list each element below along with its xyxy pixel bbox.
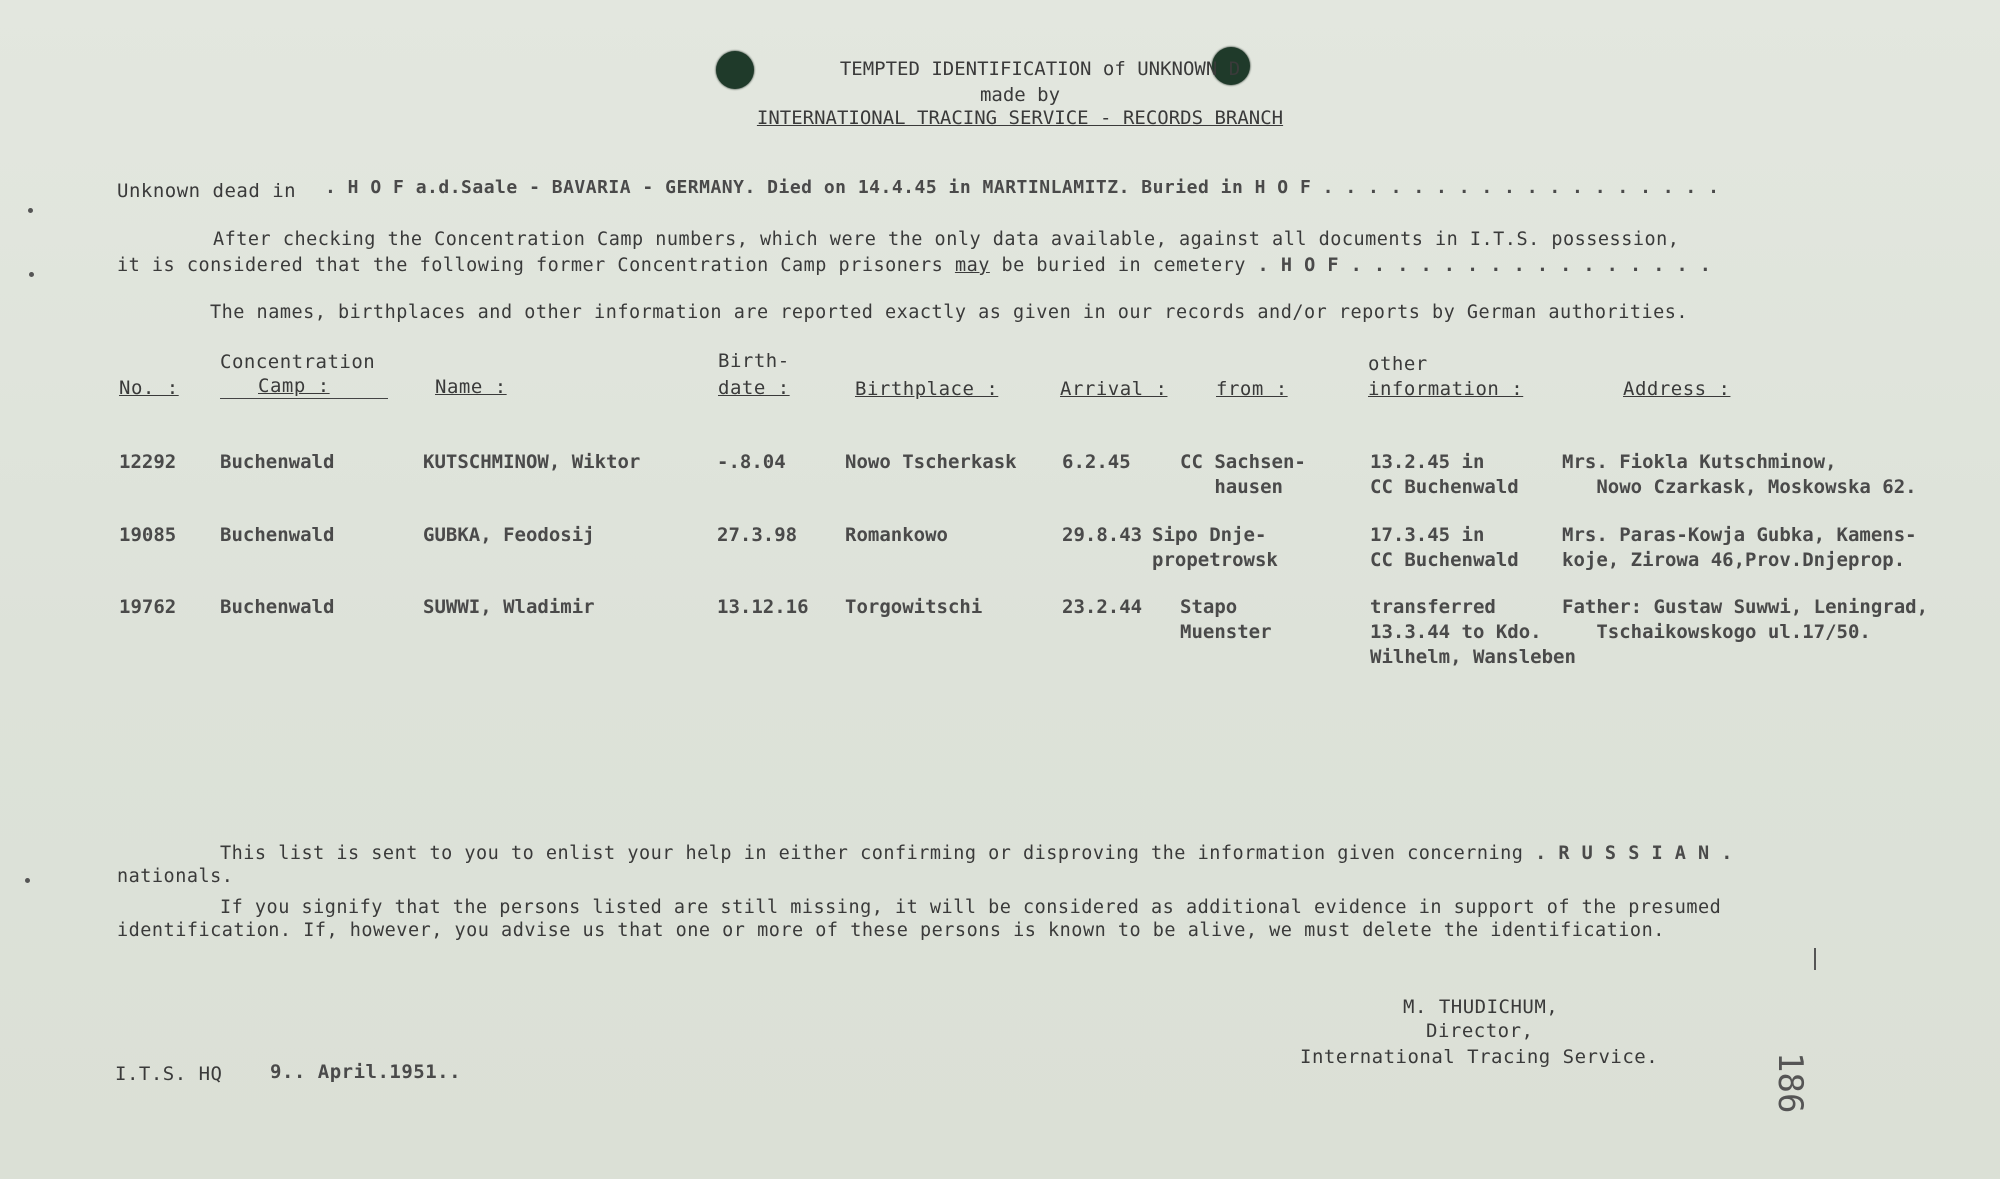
closing-paragraph-1-line-1: This list is sent to you to enlist your help in either confirming or disproving the information given concerning . R U S S I A N . [220, 843, 1733, 864]
cell-birthdate: -.8.04 [717, 451, 786, 473]
cell-birthdate: 27.3.98 [717, 524, 798, 546]
col-header-camp-rule [220, 398, 388, 399]
col-header-no: No. : [119, 377, 179, 399]
header-title: TEMPTED IDENTIFICATION of UNKNOWN D [839, 58, 1241, 80]
intro-paragraph-1-line-2: it is considered that the following former Concentration Camp prisoners may be buried in cemetery . H O F . . . . . . . . . . . . . . . . [117, 255, 1712, 276]
col-header-other-bottom: information : [1368, 378, 1524, 400]
cell-other: transferred 13.3.44 to Kdo. Wilhelm, Wansleben [1370, 596, 1576, 668]
cell-from: Sipo Dnje- propetrowsk [1152, 524, 1278, 571]
footer-date: 9.. April.1951.. [270, 1061, 462, 1083]
cell-birthdate: 13.12.16 [717, 596, 809, 618]
col-header-from: from : [1216, 378, 1288, 400]
col-header-camp-bottom: Camp : [258, 375, 330, 397]
footer-label: I.T.S. HQ [115, 1063, 223, 1085]
closing-paragraph-2-line-1: If you signify that the persons listed are still missing, it will be considered as additional evidence in support of the presumed [220, 897, 1722, 918]
col-header-birth-top: Birth- [718, 350, 790, 372]
col-header-other-top: other [1368, 353, 1428, 375]
cell-camp: Buchenwald [220, 451, 335, 473]
page-number: 186 [1770, 1052, 1810, 1114]
intro-paragraph-2: The names, birthplaces and other information are reported exactly as given in our records and/or reports by German authorities. [210, 302, 1689, 323]
cell-arrival: 23.2.44 [1062, 596, 1143, 618]
pencil-mark [1814, 948, 1816, 970]
header-organization: INTERNATIONAL TRACING SERVICE - RECORDS BRANCH [756, 107, 1284, 129]
cell-arrival: 6.2.45 [1062, 451, 1131, 473]
col-header-address: Address : [1623, 378, 1731, 400]
cell-no: 19085 [119, 524, 177, 546]
cell-no: 19762 [119, 596, 177, 618]
col-header-birth-bottom: date : [718, 377, 790, 399]
cell-arrival: 29.8.43 [1062, 524, 1143, 546]
intro-location-filled: . H O F a.d.Saale - BAVARIA - GERMANY. Died on 14.4.45 in MARTINLAMITZ. Buried in H O F . . . . . . . . . . . . . . . . . . [325, 177, 1720, 198]
cell-name: KUTSCHMINOW, Wiktor [423, 451, 641, 473]
cell-address: Mrs. Paras-Kowja Gubka, Kamens- koje, Zirowa 46,Prov.Dnjeprop. [1562, 524, 1917, 571]
col-header-birthplace: Birthplace : [855, 378, 999, 400]
margin-speck [28, 208, 33, 213]
cell-address: Mrs. Fiokla Kutschminow, Nowo Czarkask, Moskowska 62. [1562, 451, 1917, 498]
header-made-by: made by [979, 84, 1061, 106]
closing-paragraph-1-line-2: nationals. [117, 866, 234, 887]
cell-name: GUBKA, Feodosij [423, 524, 595, 546]
cell-name: SUWWI, Wladimir [423, 596, 595, 618]
cell-other: 17.3.45 in CC Buchenwald [1370, 524, 1519, 571]
cell-camp: Buchenwald [220, 524, 335, 546]
cell-camp: Buchenwald [220, 596, 335, 618]
closing-paragraph-2-line-2: identification. If, however, you advise us that one or more of these persons is known to be alive, we must delete the identification. [117, 920, 1665, 941]
cell-birthplace: Romankowo [845, 524, 948, 546]
margin-speck [25, 878, 30, 883]
intro-label: Unknown dead in [117, 180, 297, 202]
signature-organization: International Tracing Service. [1300, 1046, 1659, 1068]
cell-no: 12292 [119, 451, 177, 473]
signature-title: Director, [1426, 1020, 1534, 1042]
margin-speck [29, 272, 34, 277]
cell-birthplace: Nowo Tscherkask [845, 451, 1017, 473]
cell-address: Father: Gustaw Suwwi, Leningrad, Tschaikowskogo ul.17/50. [1562, 596, 1929, 643]
cell-other: 13.2.45 in CC Buchenwald [1370, 451, 1519, 498]
cell-birthplace: Torgowitschi [845, 596, 983, 618]
col-header-arrival: Arrival : [1060, 378, 1168, 400]
intro-paragraph-1-line-1: After checking the Concentration Camp numbers, which were the only data available, against all documents in I.T.S. possession, [213, 229, 1680, 250]
cell-from: Stapo Muenster [1180, 596, 1272, 643]
signature-name: M. THUDICHUM, [1403, 996, 1559, 1018]
col-header-camp-top: Concentration [220, 351, 376, 373]
col-header-name: Name : [435, 376, 507, 398]
cell-from: CC Sachsen- hausen [1180, 451, 1306, 498]
